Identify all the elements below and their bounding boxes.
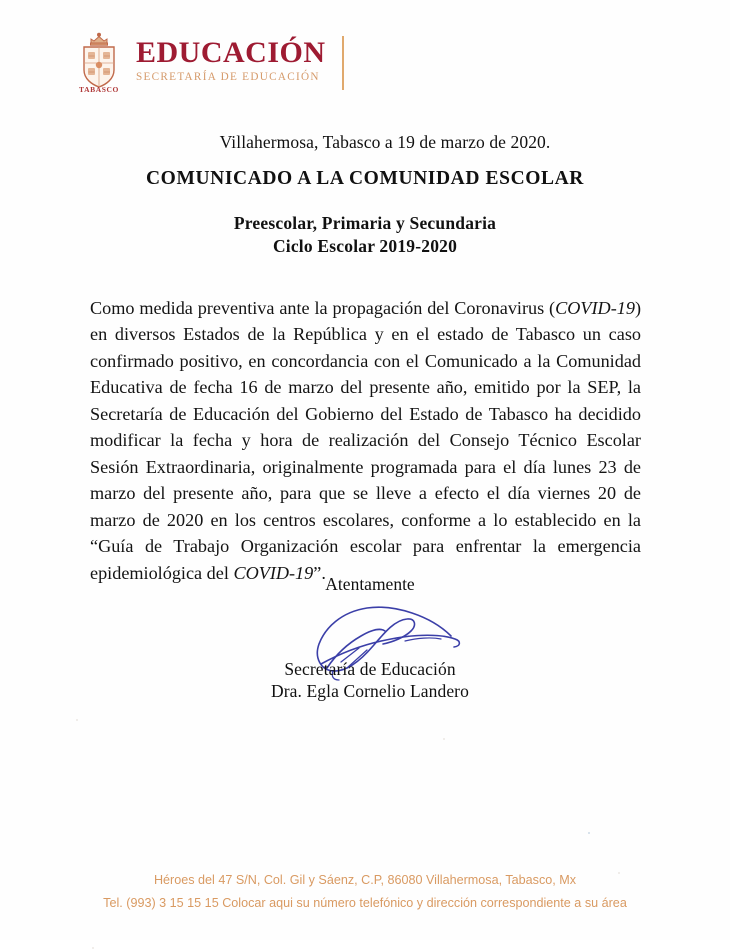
- dateline: Villahermosa, Tabasco a 19 de marzo de 2020.: [219, 132, 551, 152]
- brand-title: EDUCACIÓN: [136, 35, 326, 69]
- subtitle-line-2: Ciclo Escolar 2019-2020: [272, 236, 458, 257]
- subtitle-block: [0, 212, 730, 258]
- closing-salutation: Atentamente: [325, 574, 415, 594]
- crest-label: TABASCO: [79, 85, 119, 94]
- letterhead: [72, 30, 344, 96]
- footer: [0, 869, 730, 914]
- scan-speck: [588, 832, 590, 834]
- brand-subtitle: SECRETARÍA DE EDUCACIÓN: [136, 70, 320, 83]
- body-paragraph: Como medida preventiva ante la propagación del Coronavirus (COVID-19) en diversos Estados de la República y en el estado de Tabasco un caso confirmado positivo, en concordancia con el Comunicado a la Comunidad Educativa de fecha 16 de marzo del presente año, emitido por la SEP, la Secretaría de Educación del Gobierno del Estado de Tabasco ha decidido modificar la fecha y hora de realización del Consejo Técnico Escolar Sesión Extraordinaria, originalmente programada para el día lunes 23 de marzo del presente año, para que se lleve a efecto el día viernes 20 de marzo de 2020 en los centros escolares, conforme a lo establecido en la “Guía de Trabajo Organización escolar para enfrentar la emergencia epidemiológica del COVID-19”.: [90, 298, 641, 583]
- tabasco-coat-of-arms-icon: [72, 32, 126, 94]
- letterhead-divider: [342, 36, 344, 90]
- scan-speck: [443, 738, 445, 740]
- scan-speck: [76, 719, 78, 721]
- scan-speck: [618, 872, 620, 874]
- subtitle-line-1: Preescolar, Primaria y Secundaria: [233, 213, 497, 233]
- footer-address: Héroes del 47 S/N, Col. Gil y Sáenz, C.P, 86080 Villahermosa, Tabasco, Mx: [153, 873, 577, 888]
- brand-block: [136, 35, 326, 88]
- footer-phone: Tel. (993) 3 15 15 15 Colocar aqui su número telefónico y dirección correspondiente a su área: [103, 895, 627, 910]
- signer-role: Secretaría de Educación: [284, 659, 456, 679]
- page-title: COMUNICADO A LA COMUNIDAD ESCOLAR: [146, 168, 584, 189]
- signer-name: Dra. Egla Cornelio Landero: [271, 681, 469, 702]
- signature-block: [0, 658, 730, 703]
